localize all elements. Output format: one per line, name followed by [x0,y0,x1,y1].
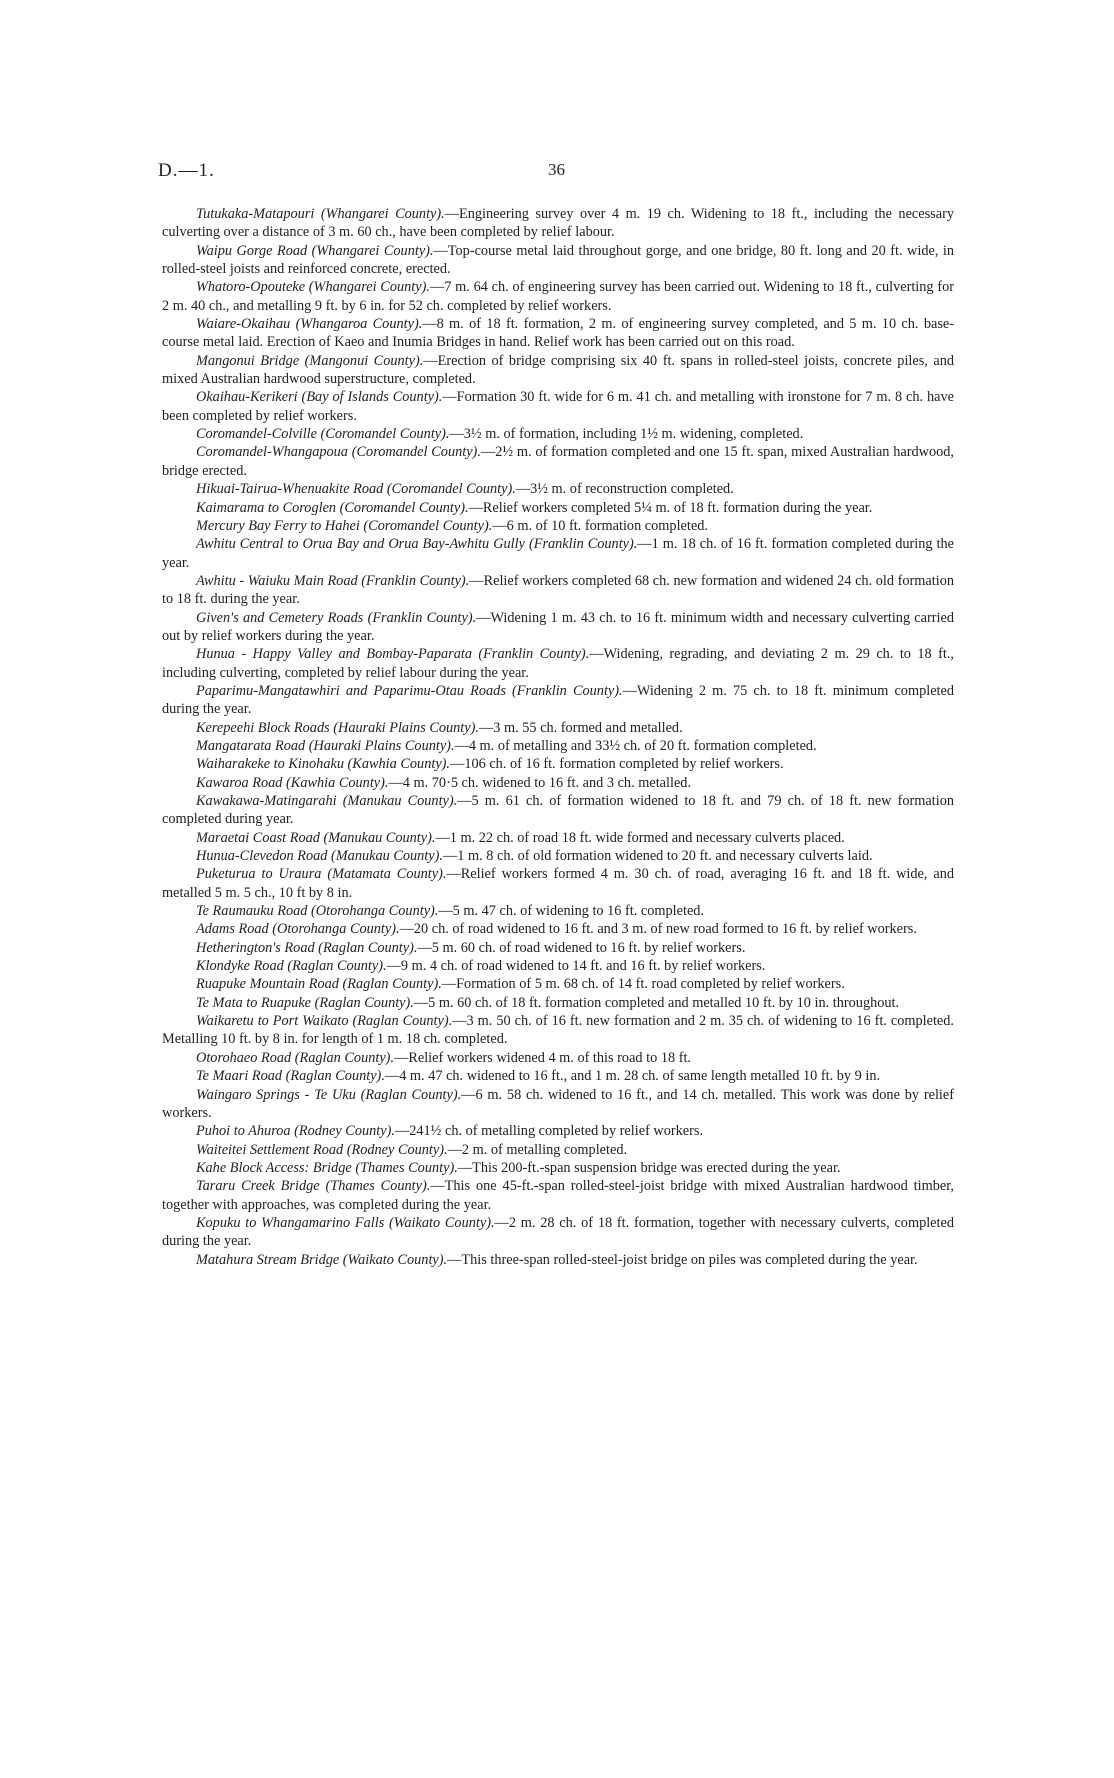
entry-title: Hikuai-Tairua-Whenuakite Road (Coromandel County). [196,481,516,498]
entry-text: —4 m. 70·5 ch. widened to 16 ft. and 3 ch. metalled. [388,774,692,791]
entry-title: Hunua - Happy Valley and Bombay-Paparata (Franklin County). [196,646,590,663]
entry-title: Adams Road (Otorohanga County). [196,921,400,938]
entry-title: Whatoro-Opouteke (Whangarei County). [196,279,430,296]
entry-title: Kaimarama to Coroglen (Coromandel County). [196,499,469,516]
entry-title: Tutukaka-Matapouri (Whangarei County). [196,206,445,222]
entry-text: —241½ ch. of metalling completed by relief workers. [394,1123,704,1140]
entry-title: Coromandel-Whangapoua (Coromandel County). [196,444,481,461]
entry-paragraph [162,572,954,609]
entry-paragraph [162,1214,954,1251]
entry-paragraph [162,957,954,975]
entry-paragraph [162,755,954,773]
entry-title: Otorohaeo Road (Raglan County). [196,1049,395,1066]
entry-paragraph [162,609,954,646]
entry-text: —This one 45-ft.-span rolled-steel-joist bridge with mixed Australian hardwood timber, together with approaches, was completed during the year. [162,1178,955,1213]
entry-text: —3 m. 55 ch. formed and metalled. [478,719,683,736]
document-id: D.—1. [158,160,215,181]
entry-text: —3½ m. of formation, including 1½ m. widening, completed. [449,426,804,443]
entry-paragraph [162,719,954,737]
entry-paragraph [162,499,954,517]
entry-paragraph [162,920,954,938]
entry-paragraph [162,535,954,572]
entry-title: Te Raumauku Road (Otorohanga County). [196,903,439,920]
entry-paragraph [162,847,954,865]
entry-paragraph [162,994,954,1012]
entry-text: —Engineering survey over 4 m. 19 ch. Widening to 18 ft., including the necessary culverting over a distance of 3 m. 60 ch., have been completed by relief labour. [162,206,954,241]
entry-text: —20 ch. of road widened to 16 ft. and 3 m. of new road formed to 16 ft. by relief workers. [399,921,917,938]
entry-text: —Relief workers completed 5¼ m. of 18 ft. formation during the year. [468,499,873,516]
entry-text: —7 m. 64 ch. of engineering survey has been carried out. Widening to 18 ft., culverting for 2 m. 40 ch., and metalling 9 ft. by 6 in. for 52 ch. completed by relief workers. [162,279,954,314]
entry-text: —1 m. 18 ch. of 16 ft. formation completed during the year. [162,536,955,571]
entry-title: Puketurua to Uraura (Matamata County). [196,866,447,883]
entry-title: Te Mata to Ruapuke (Raglan County). [196,994,414,1011]
entry-text: —5 m. 60 ch. of road widened to 16 ft. by relief workers. [417,939,746,956]
entry-title: Okaihau-Kerikeri (Bay of Islands County). [196,389,443,406]
entry-text: —6 m. of 10 ft. formation completed. [492,517,708,534]
entry-paragraph [162,352,954,389]
entry-title: Awhitu - Waiuku Main Road (Franklin County). [196,572,470,589]
entry-paragraph [162,1159,954,1177]
report-body [162,205,954,1269]
entry-text: —Formation of 5 m. 68 ch. of 14 ft. road completed by relief workers. [441,976,845,993]
entry-text: —Relief workers completed 68 ch. new formation and widened 24 ch. old formation to 18 ft. during the year. [162,572,954,608]
entry-text: —Erection of bridge comprising six 40 ft. spans in rolled-steel joists, concrete piles, and mixed Australian hardwood superstructure, completed. [162,352,954,388]
entry-paragraph [162,443,954,480]
entry-title: Kahe Block Access: Bridge (Thames County). [196,1159,458,1176]
entry-title: Kopuku to Whangamarino Falls (Waikato County). [196,1214,495,1231]
entry-text: —2 m. 28 ch. of 18 ft. formation, together with necessary culverts, completed during the year. [162,1214,954,1250]
entry-title: Puhoi to Ahuroa (Rodney County). [196,1123,395,1140]
entry-paragraph [162,1141,954,1159]
entry-paragraph [162,1122,954,1140]
entry-title: Waiteitei Settlement Road (Rodney County). [196,1141,448,1158]
entry-text: —Widening 1 m. 43 ch. to 16 ft. minimum width and necessary culverting carried out by relief workers during the year. [162,609,954,644]
entry-paragraph [162,1251,954,1269]
entry-text: —3 m. 50 ch. of 16 ft. new formation and 2 m. 35 ch. of widening to 16 ft. completed. Metalling 10 ft. by 8 in. for length of 1 m. 18 ch. completed. [162,1013,954,1048]
entry-paragraph [162,1049,954,1067]
entry-text: —5 m. 60 ch. of 18 ft. formation completed and metalled 10 ft. by 10 in. throughout. [413,994,900,1011]
entry-text: —4 m. of metalling and 33½ ch. of 20 ft. formation completed. [454,737,817,754]
page-number: 36 [548,160,565,179]
entry-paragraph [162,1177,954,1214]
entry-text: —4 m. 47 ch. widened to 16 ft., and 1 m. 28 ch. of same length metalled 10 ft. by 9 in. [384,1068,881,1085]
entry-title: Kawaroa Road (Kawhia County). [196,774,389,791]
entry-title: Mangonui Bridge (Mangonui County). [196,352,424,369]
entry-paragraph [162,425,954,443]
entry-title: Tararu Creek Bridge (Thames County). [196,1178,431,1195]
entry-text: —1 m. 22 ch. of road 18 ft. wide formed and necessary culverts placed. [435,829,845,846]
entry-paragraph [162,792,954,829]
entry-title: Mangatarata Road (Hauraki Plains County). [196,737,455,754]
entry-title: Hetherington's Road (Raglan County). [196,939,418,956]
entry-text: —Top-course metal laid throughout gorge, and one bridge, 80 ft. long and 20 ft. wide, in rolled-steel joists and reinforced concrete, erected. [162,242,954,278]
entry-title: Coromandel-Colville (Coromandel County). [196,426,450,443]
entry-paragraph [162,1012,954,1049]
entry-text: —5 m. 61 ch. of formation widened to 18 ft. and 79 ch. of 18 ft. new formation completed during year. [162,793,954,828]
entry-paragraph [162,278,954,315]
entry-title: Waikaretu to Port Waikato (Raglan County). [196,1013,453,1030]
entry-text: —106 ch. of 16 ft. formation completed by relief workers. [450,756,784,773]
entry-title: Waingaro Springs - Te Uku (Raglan County). [196,1086,462,1103]
entry-paragraph [162,682,954,719]
entry-title: Waiare-Okaihau (Whangaroa County). [196,316,423,333]
entry-paragraph [162,902,954,920]
entry-paragraph [162,939,954,957]
entry-paragraph [162,737,954,755]
entry-paragraph [162,480,954,498]
entry-paragraph [162,315,954,352]
entry-paragraph [162,975,954,993]
entry-title: Given's and Cemetery Roads (Franklin County). [196,609,477,626]
entry-title: Ruapuke Mountain Road (Raglan County). [196,976,442,993]
entry-title: Kerepeehi Block Roads (Hauraki Plains County). [196,719,479,736]
entry-title: Paparimu-Mangatawhiri and Paparimu-Otau Roads (Franklin County). [196,682,623,699]
entry-title: Awhitu Central to Orua Bay and Orua Bay-Awhitu Gully (Franklin County). [196,536,638,553]
entry-text: —Widening 2 m. 75 ch. to 18 ft. minimum completed during the year. [162,682,955,718]
entry-paragraph [162,242,954,279]
entry-text: —6 m. 58 ch. widened to 16 ft., and 14 ch. metalled. This work was done by relief workers. [162,1086,954,1121]
entry-paragraph [162,829,954,847]
entry-title: Kawakawa-Matingarahi (Manukau County). [196,793,458,809]
entry-text: —Widening, regrading, and deviating 2 m. 29 ch. to 18 ft., including culverting, completed by relief labour during the year. [162,646,954,681]
page-header [158,160,956,184]
entry-title: Waipu Gorge Road (Whangarei County). [196,242,434,259]
entry-paragraph [162,1067,954,1085]
entry-paragraph [162,645,954,682]
entry-paragraph [162,1086,954,1123]
entry-title: Maraetai Coast Road (Manukau County). [196,829,436,846]
entry-text: —This 200-ft.-span suspension bridge was erected during the year. [457,1159,841,1176]
entry-paragraph [162,388,954,425]
entry-text: —9 m. 4 ch. of road widened to 14 ft. and 16 ft. by relief workers. [386,958,766,975]
entry-text: —Relief workers formed 4 m. 30 ch. of road, averaging 16 ft. and 18 ft. wide, and metalled 5 m. 5 ch., 10 ft by 8 in. [162,866,954,901]
entry-title: Waiharakeke to Kinohaku (Kawhia County). [196,756,451,773]
entry-paragraph [162,517,954,535]
entry-text: —5 m. 47 ch. of widening to 16 ft. completed. [438,903,705,920]
entry-paragraph [162,205,954,242]
entry-text: —2 m. of metalling completed. [447,1141,628,1158]
entry-paragraph [162,865,954,902]
entry-title: Mercury Bay Ferry to Hahei (Coromandel County). [196,517,493,534]
entry-title: Hunua-Clevedon Road (Manukau County). [196,848,443,865]
entry-text: —8 m. of 18 ft. formation, 2 m. of engineering survey completed, and 5 m. 10 ch. base-course metal laid. Erection of Kaeo and Inumia Bridges in hand. Relief work has been carried out on this road. [162,316,954,351]
entry-text: —2½ m. of formation completed and one 15 ft. span, mixed Australian hardwood, bridge erected. [162,444,954,479]
entry-title: Klondyke Road (Raglan County). [196,958,387,975]
entry-text: —1 m. 8 ch. of old formation widened to 20 ft. and necessary culverts laid. [442,848,873,865]
entry-paragraph [162,774,954,792]
entry-title: Matahura Stream Bridge (Waikato County). [196,1251,448,1268]
entry-title: Te Maari Road (Raglan County). [196,1068,385,1085]
entry-text: —Relief workers widened 4 m. of this road to 18 ft. [394,1049,692,1066]
entry-text: —3½ m. of reconstruction completed. [515,481,734,498]
entry-text: —Formation 30 ft. wide for 6 m. 41 ch. and metalling with ironstone for 7 m. 8 ch. have been completed by relief workers. [162,389,954,424]
entry-text: —This three-span rolled-steel-joist bridge on piles was completed during the year. [447,1251,918,1268]
